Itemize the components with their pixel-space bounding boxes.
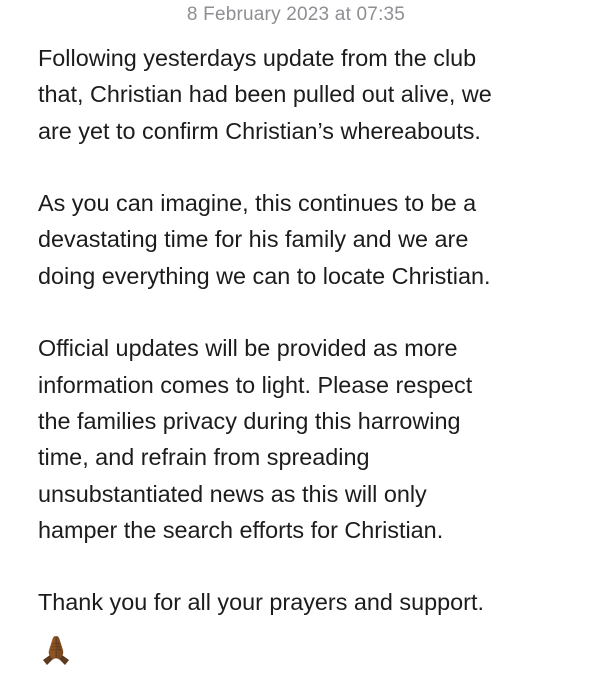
text-line: doing everything we can to locate Christian. [38, 262, 491, 289]
text-line: that, Christian had been pulled out alive, we [38, 81, 492, 108]
text-line: are yet to confirm Christian’s whereabouts. [38, 117, 481, 144]
text-line: time, and refrain from spreading [38, 444, 370, 471]
paragraph-update [38, 40, 583, 149]
folded-hands-icon [39, 633, 73, 667]
text-line: hamper the search efforts for Christian. [38, 516, 444, 543]
note-timestamp: 8 February 2023 at 07:35 [186, 4, 406, 25]
text-line: the families privacy during this harrowing [38, 407, 461, 434]
text-line: Thank you for all your prayers and support. [38, 589, 484, 616]
text-line: unsubstantiated news as this will only [38, 480, 427, 507]
text-line: information comes to light. Please respect [38, 371, 473, 398]
paragraph-thanks [38, 584, 583, 620]
paragraph-official-updates [38, 330, 583, 548]
text-line: devastating time for his family and we are [38, 226, 469, 253]
paragraph-family [38, 185, 583, 294]
note-body[interactable] [38, 40, 583, 621]
text-line: Official updates will be provided as more [38, 335, 458, 362]
text-line: As you can imagine, this continues to be a [38, 190, 477, 217]
text-line: Following yesterdays update from the club [38, 45, 477, 71]
